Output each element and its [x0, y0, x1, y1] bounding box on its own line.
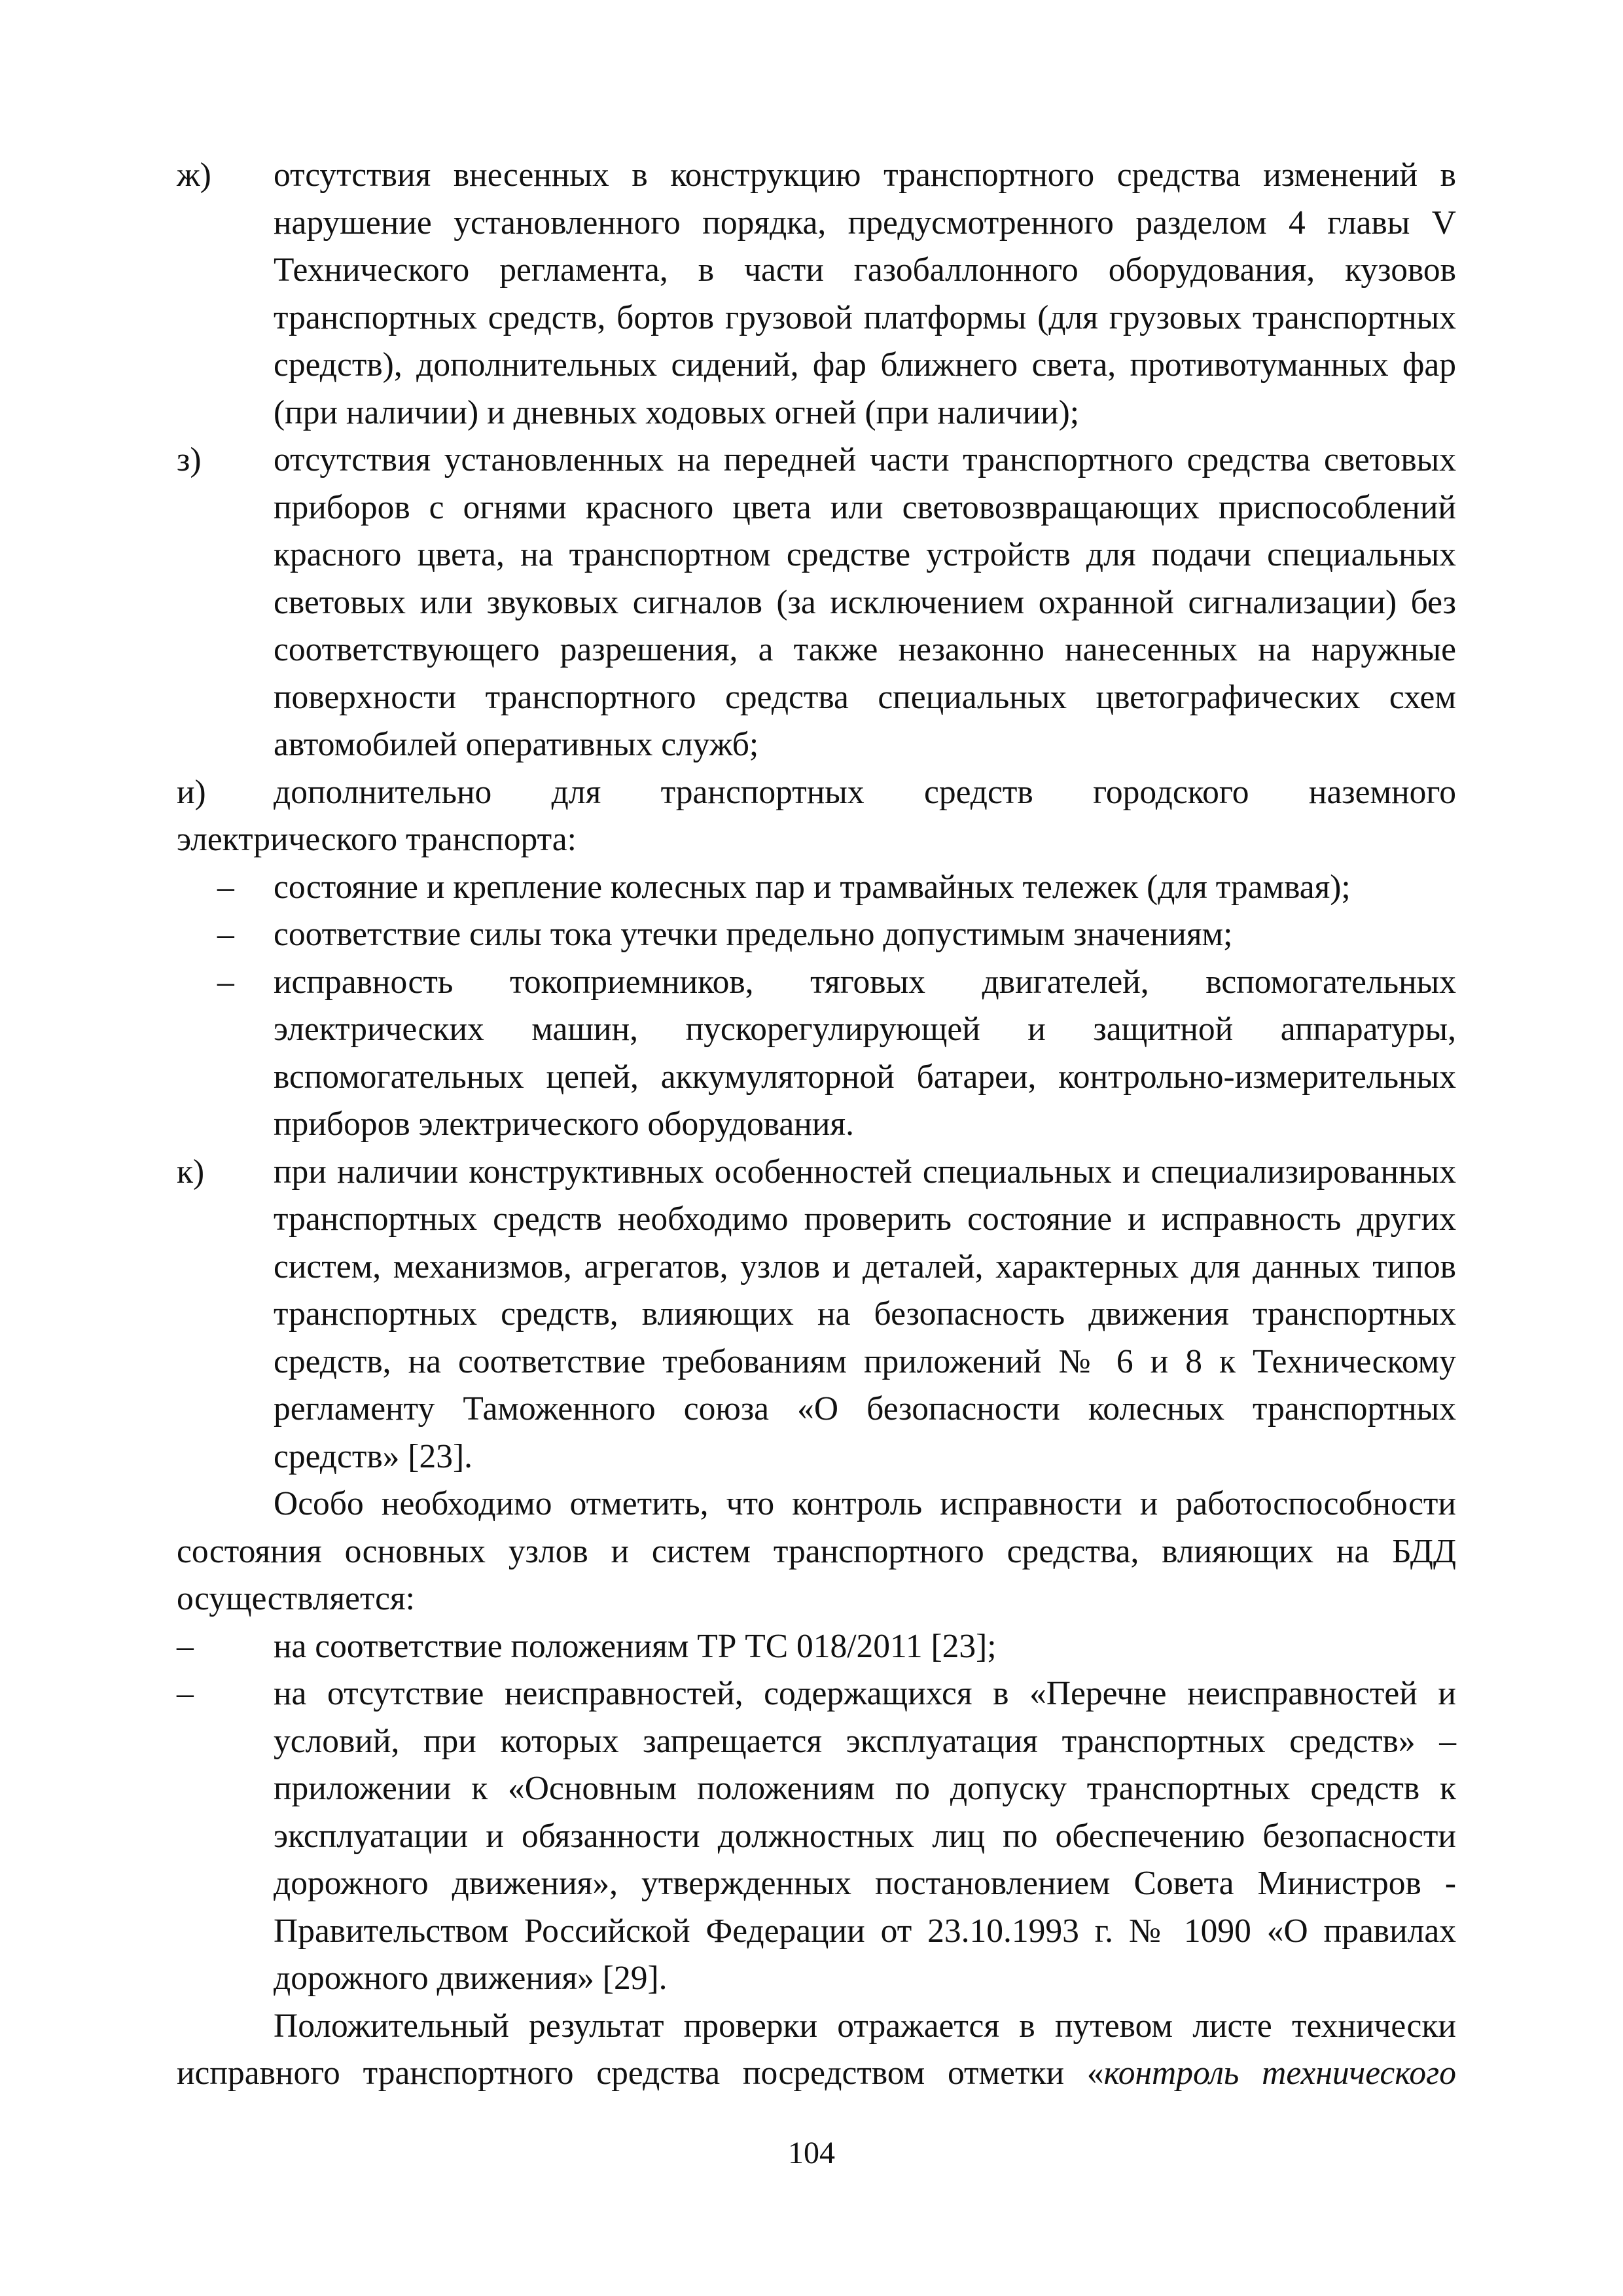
dash-marker: – — [177, 1627, 194, 1665]
dash-list-item — [177, 1623, 1456, 1671]
dash-marker: – — [217, 868, 234, 906]
paragraph-text: Положительный результат проверки отражается в путевом листе технически исправного транспортного средства посредством отметки « — [177, 2007, 1456, 2092]
list-item-z — [177, 437, 1456, 769]
paragraph: Особо необходимо отметить, что контроль исправности и работоспособности состояния основных узлов и систем транспортного средства, влияющих на БДД осуществляется: — [177, 1485, 1456, 1617]
list-item-i — [177, 769, 1456, 864]
list-marker: и) — [177, 773, 206, 811]
dash-marker: – — [217, 963, 234, 1001]
paragraph — [177, 2003, 1456, 2098]
list-marker: з) — [177, 441, 202, 478]
sub-list-item — [177, 864, 1456, 912]
italic-text: контроль технического — [1103, 2054, 1456, 2092]
page-number: 104 — [788, 2136, 835, 2170]
list-item-text: отсутствия установленных на передней части транспортного средства световых приборов с огнями красного цвета или световозвращающих приспособлений красного цвета, на транспортном средстве устройств для подачи специальных световых или звуковых сигналов (за исключением охранной сигнализации) без соответствующего разрешения, а также незаконно нанесенных на наружные поверхности транспортного средства специальных цветографических схем автомобилей оперативных служб; — [274, 441, 1456, 763]
sub-list-item — [177, 911, 1456, 959]
list-item-text: дополнительно для транспортных средств городского наземного — [274, 773, 1456, 811]
sub-list-item — [177, 959, 1456, 1149]
list-item-text: при наличии конструктивных особенностей специальных и специализированных транспортных средств необходимо проверить состояние и исправность других систем, механизмов, агрегатов, узлов и деталей, характерных для данных типов транспортных средств, влияющих на безопасность движения транспортных средств, на соответствие требованиям приложений № 6 и 8 к Техническому регламенту Таможенного союза «О безопасности колесных транспортных средств» [23]. — [274, 1153, 1456, 1475]
list-item-zh — [177, 152, 1456, 437]
list-item-text-continuation: электрического транспорта: — [177, 821, 577, 858]
dash-list-item — [177, 1670, 1456, 2003]
document-body — [177, 152, 1456, 2098]
sub-list-item-text: состояние и крепление колесных пар и трамвайных тележек (для трамвая); — [274, 868, 1351, 906]
dash-list-item-text: на соответствие положениям ТР ТС 018/2011 [23]; — [274, 1627, 997, 1665]
sub-list-item-text: соответствие силы тока утечки предельно допустимым значениям; — [274, 916, 1233, 953]
list-item-k — [177, 1149, 1456, 1481]
list-item-text: отсутствия внесенных в конструкцию транспортного средства изменений в нарушение установленного порядка, предусмотренного разделом 4 главы V Технического регламента, в части газобаллонного оборудования, кузовов транспортных средств, бортов грузовой платформы (для грузовых транспортных средств), дополнительных сидений, фар ближнего света, противотуманных фар (при наличии) и дневных ходовых огней (при наличии); — [274, 156, 1456, 431]
list-marker: к) — [177, 1153, 205, 1191]
list-marker: ж) — [177, 156, 211, 194]
sub-list-item-text: исправность токоприемников, тяговых двигателей, вспомогательных электрических машин, пускорегулирующей и защитной аппаратуры, вспомогательных цепей, аккумуляторной батареи, контрольно-измерительных приборов электрического оборудования. — [274, 963, 1456, 1143]
dash-marker: – — [177, 1675, 194, 1712]
dash-list-item-text: на отсутствие неисправностей, содержащихся в «Перечне неисправностей и условий, при которых запрещается эксплуатация транспортных средств» – приложении к «Основным положениям по допуску транспортных средств к эксплуатации и обязанности должностных лиц по обеспечению безопасности дорожного движения», утвержденных постановлением Совета Министров - Правительством Российской Федерации от 23.10.1993 г. № 1090 «О правилах дорожного движения» [29]. — [274, 1675, 1456, 1997]
dash-marker: – — [217, 916, 234, 953]
